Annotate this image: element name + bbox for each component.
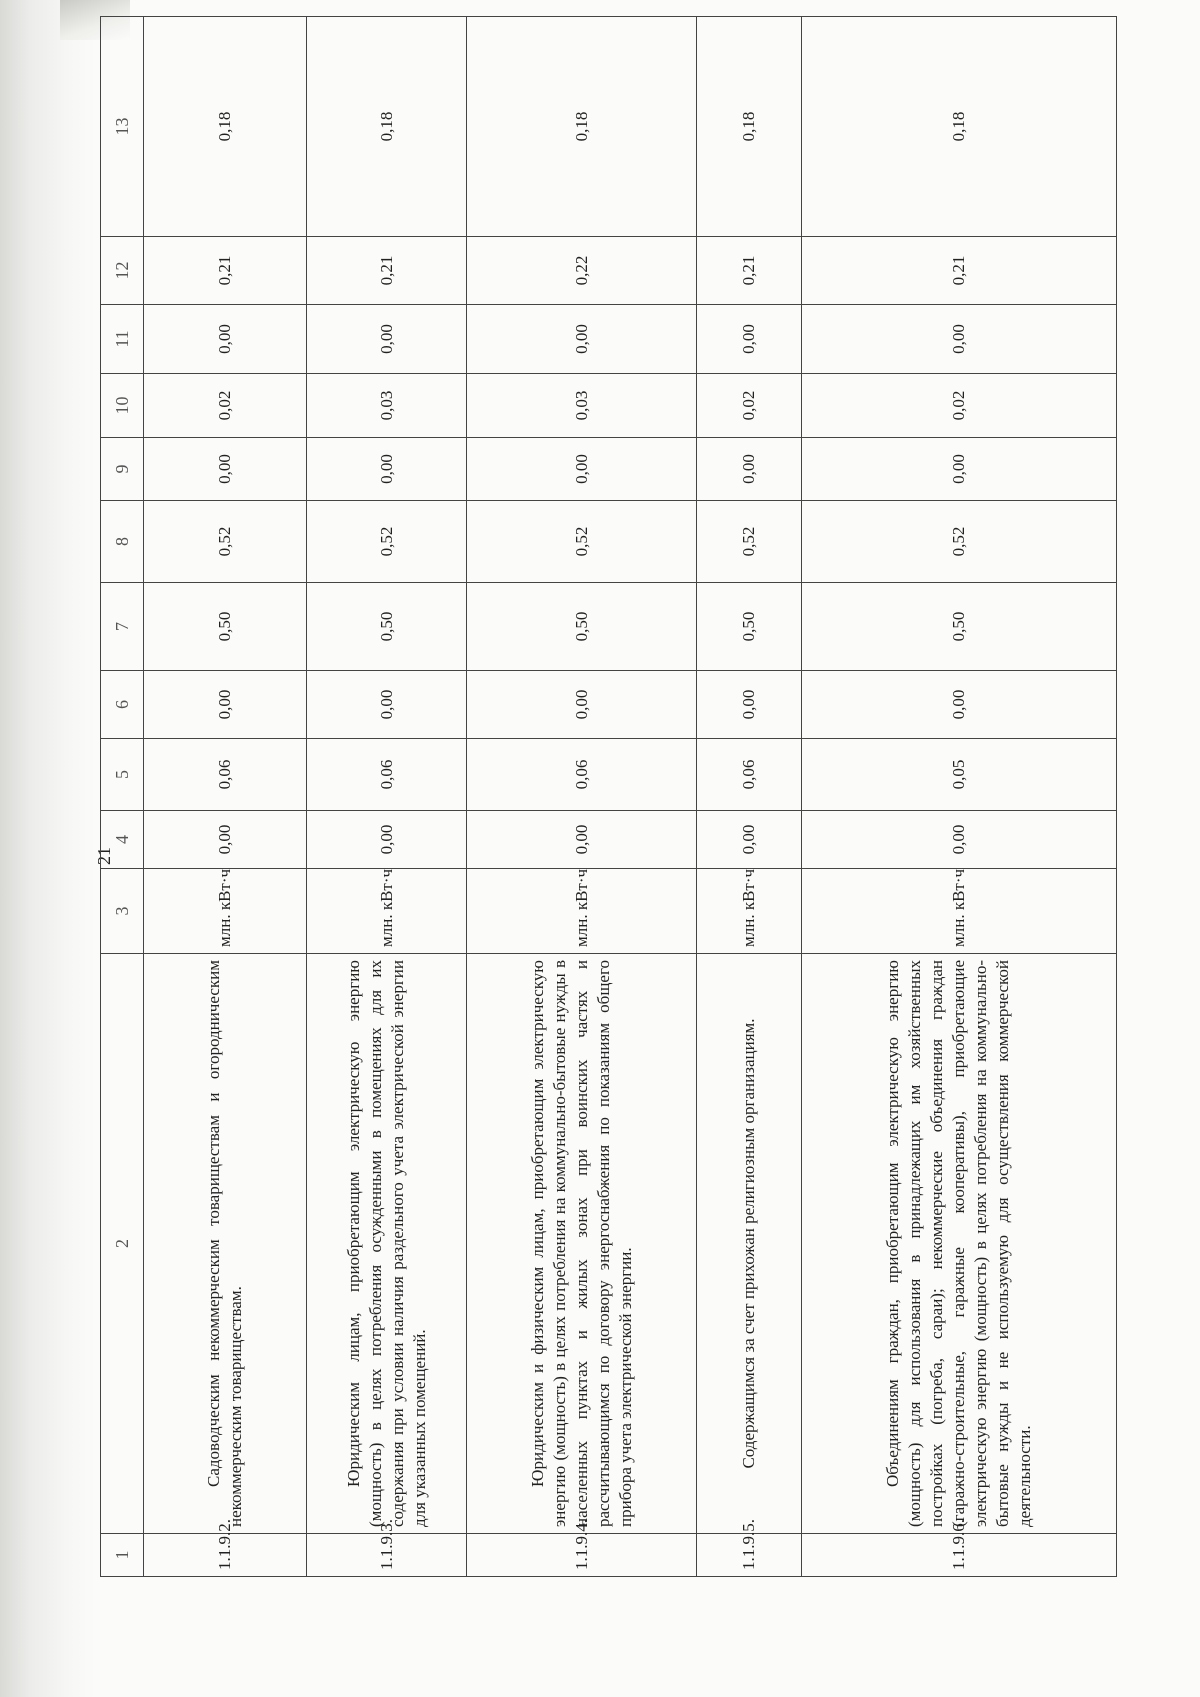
cell-value: 0,21 [697, 237, 802, 305]
row-unit: млн. кВт·ч [802, 869, 1117, 954]
cell-value: 0,06 [307, 739, 467, 811]
table-row [307, 17, 467, 1577]
cell-value: 0,52 [144, 501, 307, 583]
column-number-row [101, 17, 144, 1577]
cell-value: 0,00 [307, 811, 467, 869]
cell-value: 0,02 [144, 374, 307, 438]
cell-value: 0,00 [307, 671, 467, 739]
column-number: 12 [101, 237, 144, 305]
tariff-table [100, 16, 1117, 1577]
cell-value: 0,00 [467, 811, 697, 869]
cell-value: 0,00 [467, 671, 697, 739]
table-row [802, 17, 1117, 1577]
cell-value: 0,21 [802, 237, 1117, 305]
column-number: 10 [101, 374, 144, 438]
scan-shadow-edge [0, 0, 95, 1697]
row-description: Содержащимся за счет прихожан религиозным организациям. [697, 954, 802, 1534]
cell-value: 0,18 [697, 17, 802, 237]
cell-value: 0,00 [697, 438, 802, 501]
cell-value: 0,06 [697, 739, 802, 811]
row-unit: млн. кВт·ч [144, 869, 307, 954]
cell-value: 0,52 [467, 501, 697, 583]
table-row [144, 17, 307, 1577]
cell-value: 0,00 [144, 305, 307, 374]
cell-value: 0,18 [307, 17, 467, 237]
column-number: 11 [101, 305, 144, 374]
row-description: Юридическим и физическим лицам, приобретающим электрическую энергию (мощность) в целях потребления на коммунально-бытовые нужды в населенных пунктах и жилых зонах при воинских частях и рассчитывающимся по договору энергоснабжения по показаниям общего прибора учета электрической энергии. [467, 954, 697, 1534]
cell-value: 0,06 [144, 739, 307, 811]
cell-value: 0,50 [802, 583, 1117, 671]
cell-value: 0,00 [697, 811, 802, 869]
cell-value: 0,02 [802, 374, 1117, 438]
cell-value: 0,52 [802, 501, 1117, 583]
cell-value: 0,02 [697, 374, 802, 438]
cell-value: 0,00 [144, 671, 307, 739]
cell-value: 0,00 [697, 305, 802, 374]
cell-value: 0,00 [307, 438, 467, 501]
table-row [697, 17, 802, 1577]
row-description: Юридическим лицам, приобретающим электрическую энергию (мощность) в целях потребления осужденными в помещениях для их содержания при условии наличия раздельного учета электрической энергии для указанных помещений. [307, 954, 467, 1534]
column-number: 3 [101, 869, 144, 954]
cell-value: 0,00 [144, 811, 307, 869]
cell-value: 0,00 [144, 438, 307, 501]
cell-value: 0,52 [697, 501, 802, 583]
cell-value: 0,00 [697, 671, 802, 739]
row-code: 1.1.9.6. [802, 1534, 1117, 1577]
cell-value: 0,22 [467, 237, 697, 305]
column-number: 8 [101, 501, 144, 583]
column-number: 2 [101, 954, 144, 1534]
cell-value: 0,18 [144, 17, 307, 237]
column-number: 13 [101, 17, 144, 237]
row-code: 1.1.9.2. [144, 1534, 307, 1577]
row-code: 1.1.9.4. [467, 1534, 697, 1577]
cell-value: 0,03 [467, 374, 697, 438]
cell-value: 0,50 [697, 583, 802, 671]
cell-value: 0,21 [307, 237, 467, 305]
row-code: 1.1.9.3. [307, 1534, 467, 1577]
cell-value: 0,06 [467, 739, 697, 811]
row-unit: млн. кВт·ч [697, 869, 802, 954]
column-number: 7 [101, 583, 144, 671]
cell-value: 0,50 [144, 583, 307, 671]
table-row [467, 17, 697, 1577]
cell-value: 0,52 [307, 501, 467, 583]
cell-value: 0,00 [802, 305, 1117, 374]
cell-value: 0,00 [802, 438, 1117, 501]
row-description: Объединениям граждан, приобретающим электрическую энергию (мощность) для использования в принадлежащих им хозяйственных постройках (погреба, сараи); некоммерческие объединения граждан (гаражно-строительные, гаражные кооперативы), приобретающие электрическую энергию (мощность) в целях потребления на коммунально-бытовые нужды и не используемую для осуществления коммерческой деятельности. [802, 954, 1117, 1534]
column-number: 5 [101, 739, 144, 811]
row-unit: млн. кВт·ч [307, 869, 467, 954]
cell-value: 0,00 [802, 671, 1117, 739]
column-number: 1 [101, 1534, 144, 1577]
cell-value: 0,21 [144, 237, 307, 305]
cell-value: 0,00 [307, 305, 467, 374]
cell-value: 0,18 [802, 17, 1117, 237]
row-code: 1.1.9.5. [697, 1534, 802, 1577]
cell-value: 0,03 [307, 374, 467, 438]
column-number: 4 [101, 811, 144, 869]
row-unit: млн. кВт·ч [467, 869, 697, 954]
column-number: 9 [101, 438, 144, 501]
cell-value: 0,00 [467, 438, 697, 501]
cell-value: 0,18 [467, 17, 697, 237]
rotated-table-container [100, 111, 1115, 1577]
column-number: 6 [101, 671, 144, 739]
row-description: Садоводческим некоммерческим товариществам и огородническим некоммерческим товариществам. [144, 954, 307, 1534]
cell-value: 0,05 [802, 739, 1117, 811]
cell-value: 0,00 [802, 811, 1117, 869]
cell-value: 0,00 [467, 305, 697, 374]
page-number: 21 [94, 847, 114, 865]
cell-value: 0,50 [307, 583, 467, 671]
cell-value: 0,50 [467, 583, 697, 671]
